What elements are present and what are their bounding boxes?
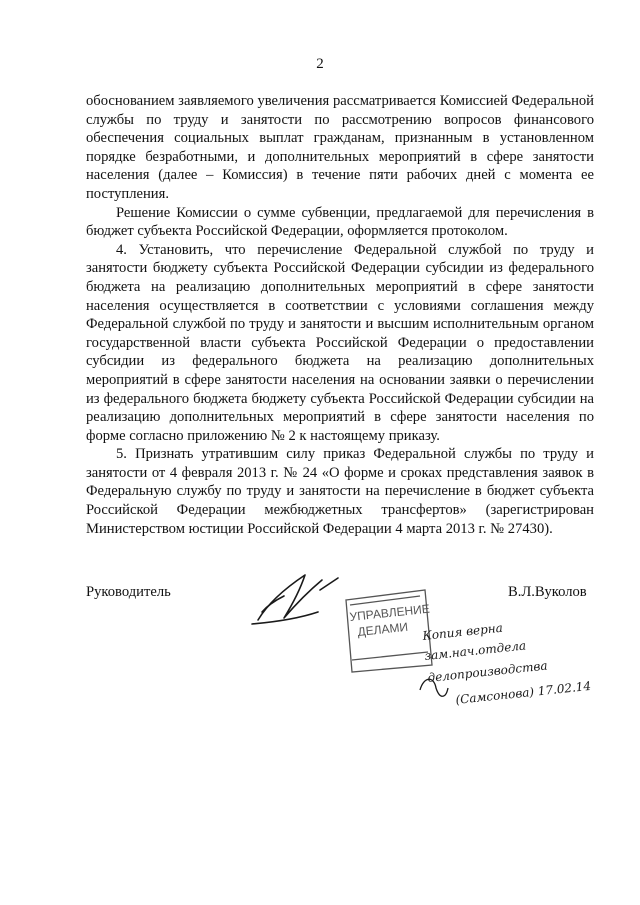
paragraph-item-5: 5. Признать утратившим силу приказ Федеральной службы по труду и занятости от 4 февраля 2013 г. № 24 «О форме и сроках представления заявок в Федеральную службу по труду и занятости на перечисление в бюджет субъекта Российской Федерации межбюджетных трансфертов» (зарегистрирован Министерством юстиции Российской Федерации 4 марта 2013 г. № 27430). (86, 446, 594, 537)
stamp-seal (346, 590, 432, 672)
note-line-4: (Самсонова) 17.02.14 (454, 678, 592, 707)
handwritten-signature (252, 575, 338, 624)
note-line-3: делопроизводства (426, 658, 549, 685)
signatory-title: Руководитель (86, 584, 171, 600)
paragraph-item-4: 4. Установить, что перечисление Федеральной службой по труду и занятости бюджету субъекта Российской Федерации субсидии из федерального бюджета на реализацию дополнительных мероприятий в сфере занятости населения осуществляется в соответствии с условиями соглашения между Федеральной службой по труду и занятости и высшим исполнительным органом государственной власти субъекта Российской Федерации о предоставлении субсидии из федерального бюджета на реализацию дополнительных мероприятий в сфере занятости населения на основании заявки о перечислении из федерального бюджета бюджету субъекта Российской Федерации субсидии на реализацию дополнительных мероприятий в сфере занятости населения по форме согласно приложению № 2 к настоящему приказу. (86, 241, 594, 444)
note-line-1: Копия верна (421, 620, 504, 643)
stamp-text-2: ДЕЛАМИ (356, 619, 409, 639)
stamp-text-1: УПРАВЛЕНИЕ (348, 601, 431, 624)
paragraph-commission-decision: Решение Комиссии о сумме субвенции, предлагаемой для перечисления в бюджет субъекта Российской Федерации, оформляется протоколом. (86, 204, 594, 240)
page-number: 2 (316, 56, 324, 72)
handwritten-certification-note (420, 621, 592, 707)
paragraph-continuation: обоснованием заявляемого увеличения рассматривается Комиссией Федеральной службы по труду и занятости по рассмотрению вопросов финансового обеспечения социальных выплат гражданам, признанным в установленном порядке безработными, и дополнительных мероприятий в сфере занятости населения (далее – Комиссия) в течение пяти рабочих дней с момента ее поступления. (86, 93, 594, 202)
note-line-2: зам.нач.отдела (423, 638, 527, 663)
signatory-name: В.Л.Вуколов (508, 584, 587, 600)
